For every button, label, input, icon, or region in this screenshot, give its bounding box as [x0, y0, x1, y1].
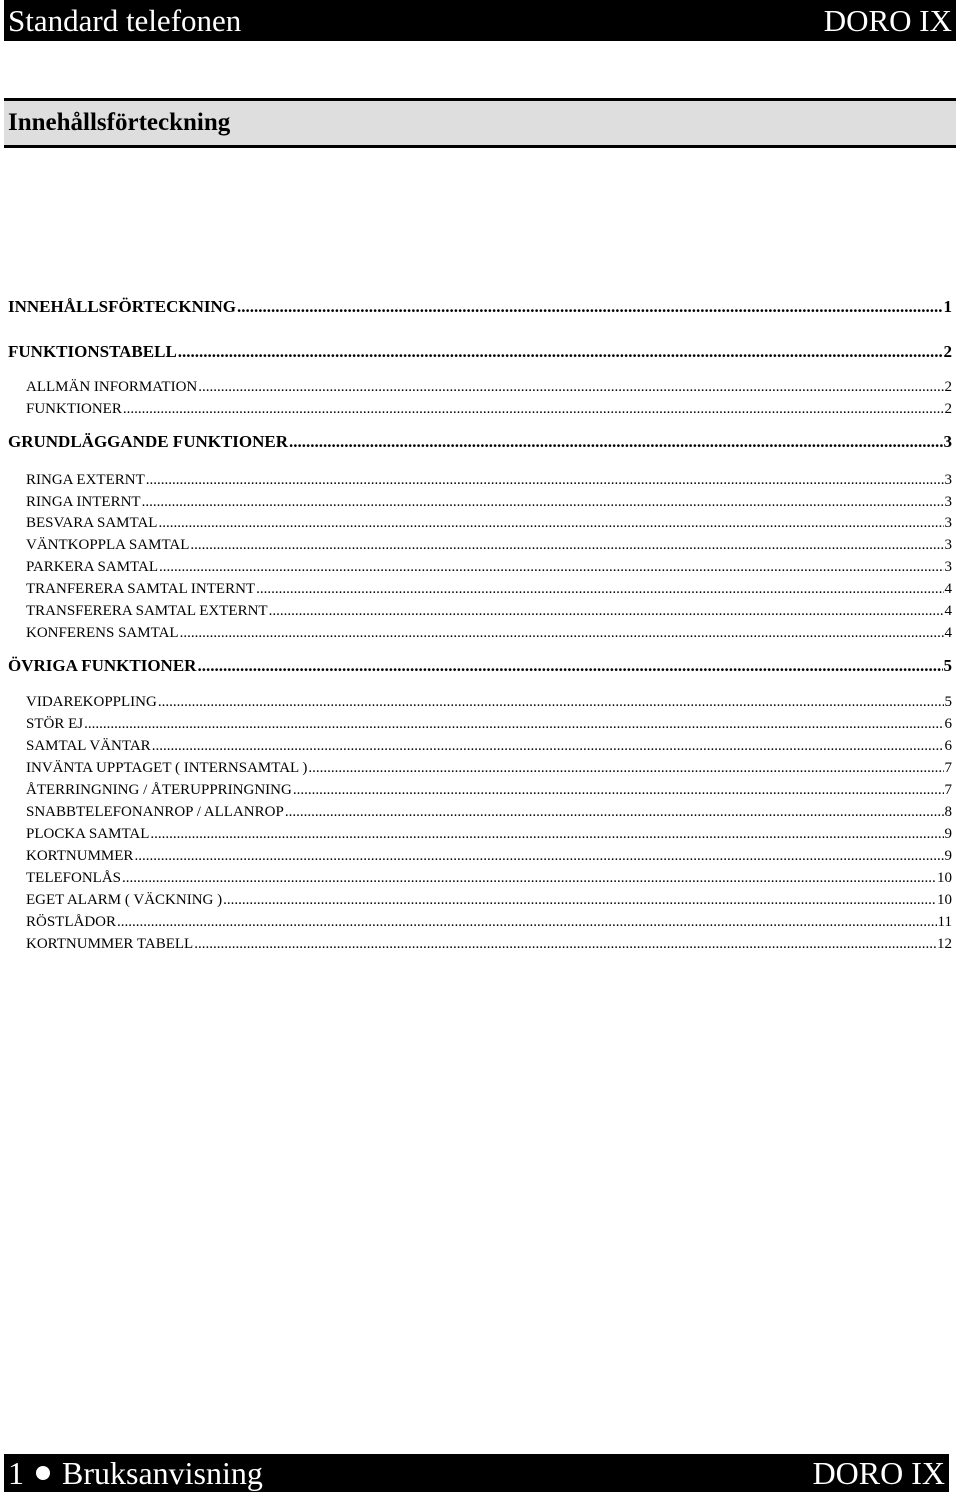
toc-entry[interactable]: [8, 433, 952, 450]
toc-entry-label: KORTNUMMER TABELL: [26, 936, 194, 952]
toc-entry[interactable]: [26, 739, 952, 754]
toc-entry-page: 5: [943, 656, 952, 675]
footer-title: Bruksanvisning: [62, 1454, 263, 1491]
toc-entry-page: 6: [944, 738, 952, 754]
bullet-icon: [36, 1466, 50, 1480]
toc-entry[interactable]: [26, 915, 952, 930]
toc-entry-label: EGET ALARM ( VÄCKNING ): [26, 892, 223, 908]
toc-entry-label: KORTNUMMER: [26, 848, 134, 864]
toc-leader-dots: [117, 915, 937, 930]
toc-entry-label: VÄNTKOPPLA SAMTAL: [26, 537, 190, 553]
toc-entry-label: FUNKTIONER: [26, 401, 122, 417]
toc-entry-page: 5: [944, 694, 952, 710]
toc-entry-page: 4: [944, 581, 952, 597]
toc-entry[interactable]: [26, 582, 952, 597]
toc-entry[interactable]: [26, 827, 952, 842]
toc-entry-label: INVÄNTA UPPTAGET ( INTERNSAMTAL ): [26, 760, 308, 776]
toc-leader-dots: [285, 805, 944, 820]
toc-leader-dots: [223, 893, 936, 908]
toc-entry-label: PLOCKA SAMTAL: [26, 826, 150, 842]
toc-entry-page: 4: [944, 625, 952, 641]
toc-leader-dots: [122, 871, 936, 886]
toc-entry-page: 8: [944, 804, 952, 820]
toc-entry[interactable]: [26, 473, 952, 488]
toc-entry-label: ÖVRIGA FUNKTIONER: [8, 656, 197, 675]
toc-leader-dots: [293, 783, 944, 798]
toc-entry-page: 9: [944, 826, 952, 842]
toc-entry-page: 10: [937, 870, 952, 886]
toc-entry-page: 3: [944, 494, 952, 510]
toc-entry-page: 2: [943, 342, 952, 361]
toc-entry[interactable]: [26, 849, 952, 864]
toc-entry-label: TELEFONLÅS: [26, 870, 121, 886]
toc-leader-dots: [134, 849, 943, 864]
toc-entry-label: PARKERA SAMTAL: [26, 559, 159, 575]
toc-entry[interactable]: [26, 380, 952, 395]
toc-entry-label: FUNKTIONSTABELL: [8, 342, 177, 361]
section-heading-text: Innehållsförteckning: [8, 109, 231, 136]
toc-leader-dots: [198, 380, 943, 395]
toc-entry[interactable]: [26, 761, 952, 776]
toc-leader-dots: [152, 739, 944, 754]
toc-leader-dots: [123, 402, 944, 417]
toc-leader-dots: [237, 298, 943, 315]
toc-leader-dots: [146, 473, 944, 488]
toc-entry-page: 3: [943, 432, 952, 451]
toc-entry[interactable]: [26, 783, 952, 798]
toc-leader-dots: [159, 560, 943, 575]
toc-entry-label: TRANFERERA SAMTAL INTERNT: [26, 581, 256, 597]
toc-entry-label: TRANSFERERA SAMTAL EXTERNT: [26, 603, 268, 619]
toc-entry[interactable]: [26, 626, 952, 641]
toc-leader-dots: [256, 582, 943, 597]
footer-brand: DORO IX: [812, 1454, 945, 1491]
toc-entry-page: 1: [943, 297, 952, 316]
toc-leader-dots: [180, 626, 944, 641]
toc-entry-page: 10: [937, 892, 952, 908]
toc-entry-page: 3: [944, 537, 952, 553]
toc-leader-dots: [178, 343, 943, 360]
toc-entry[interactable]: [26, 402, 952, 417]
toc-entry-label: KONFERENS SAMTAL: [26, 625, 179, 641]
toc-entry[interactable]: [8, 343, 952, 360]
toc-leader-dots: [289, 433, 942, 450]
toc-entry[interactable]: [8, 657, 952, 674]
toc-entry-label: RINGA EXTERNT: [26, 472, 145, 488]
footer-left: [8, 1455, 263, 1492]
toc-leader-dots: [190, 538, 943, 553]
toc-entry-label: ALLMÄN INFORMATION: [26, 379, 198, 395]
toc-entry[interactable]: [26, 717, 952, 732]
toc-entry-page: 6: [944, 716, 952, 732]
toc-entry-label: RINGA INTERNT: [26, 494, 141, 510]
toc-entry-page: 3: [944, 472, 952, 488]
toc-entry[interactable]: [26, 538, 952, 553]
toc-leader-dots: [158, 695, 944, 710]
toc-entry-label: GRUNDLÄGGANDE FUNKTIONER: [8, 432, 289, 451]
toc-leader-dots: [197, 657, 942, 674]
toc-leader-dots: [308, 761, 943, 776]
toc-entry-label: VIDAREKOPPLING: [26, 694, 157, 710]
toc-entry[interactable]: [8, 298, 952, 315]
toc-entry[interactable]: [26, 871, 952, 886]
page-footer: [4, 1454, 949, 1492]
toc-leader-dots: [194, 937, 936, 952]
toc-entry-page: 7: [944, 760, 952, 776]
toc-entry-page: 2: [944, 401, 952, 417]
toc-entry-label: ÅTERRINGNING / ÅTERUPPRINGNING: [26, 782, 292, 798]
toc-entry-page: 12: [937, 936, 952, 952]
toc-entry-label: STÖR EJ: [26, 716, 84, 732]
toc-entry-page: 7: [944, 782, 952, 798]
toc-entry[interactable]: [26, 516, 952, 531]
toc-entry-page: 2: [944, 379, 952, 395]
toc-entry-label: RÖSTLÅDOR: [26, 914, 117, 930]
toc-entry[interactable]: [26, 495, 952, 510]
toc-leader-dots: [269, 604, 944, 619]
brand-name: DORO IX: [823, 2, 952, 38]
toc-entry[interactable]: [26, 560, 952, 575]
document-title: Standard telefonen: [8, 2, 242, 38]
toc-leader-dots: [142, 495, 944, 510]
toc-entry-page: 3: [944, 559, 952, 575]
toc-entry-page: 11: [937, 914, 952, 930]
toc-entry[interactable]: [26, 893, 952, 908]
toc-entry-page: 9: [944, 848, 952, 864]
toc-entry[interactable]: [26, 805, 952, 820]
footer-page-number: 1: [8, 1454, 24, 1491]
toc-entry-page: 4: [944, 603, 952, 619]
toc-entry-label: SAMTAL VÄNTAR: [26, 738, 151, 754]
toc-entry-label: SNABBTELEFONANROP / ALLANROP: [26, 804, 284, 820]
toc-entry[interactable]: [26, 937, 952, 952]
toc-entry-label: INNEHÅLLSFÖRTECKNING: [8, 297, 236, 316]
toc-leader-dots: [158, 516, 943, 531]
toc-leader-dots: [84, 717, 943, 732]
toc-entry[interactable]: [26, 604, 952, 619]
toc-leader-dots: [150, 827, 943, 842]
toc-entry[interactable]: [26, 695, 952, 710]
toc-entry-label: BESVARA SAMTAL: [26, 515, 158, 531]
toc-entry-page: 3: [944, 515, 952, 531]
